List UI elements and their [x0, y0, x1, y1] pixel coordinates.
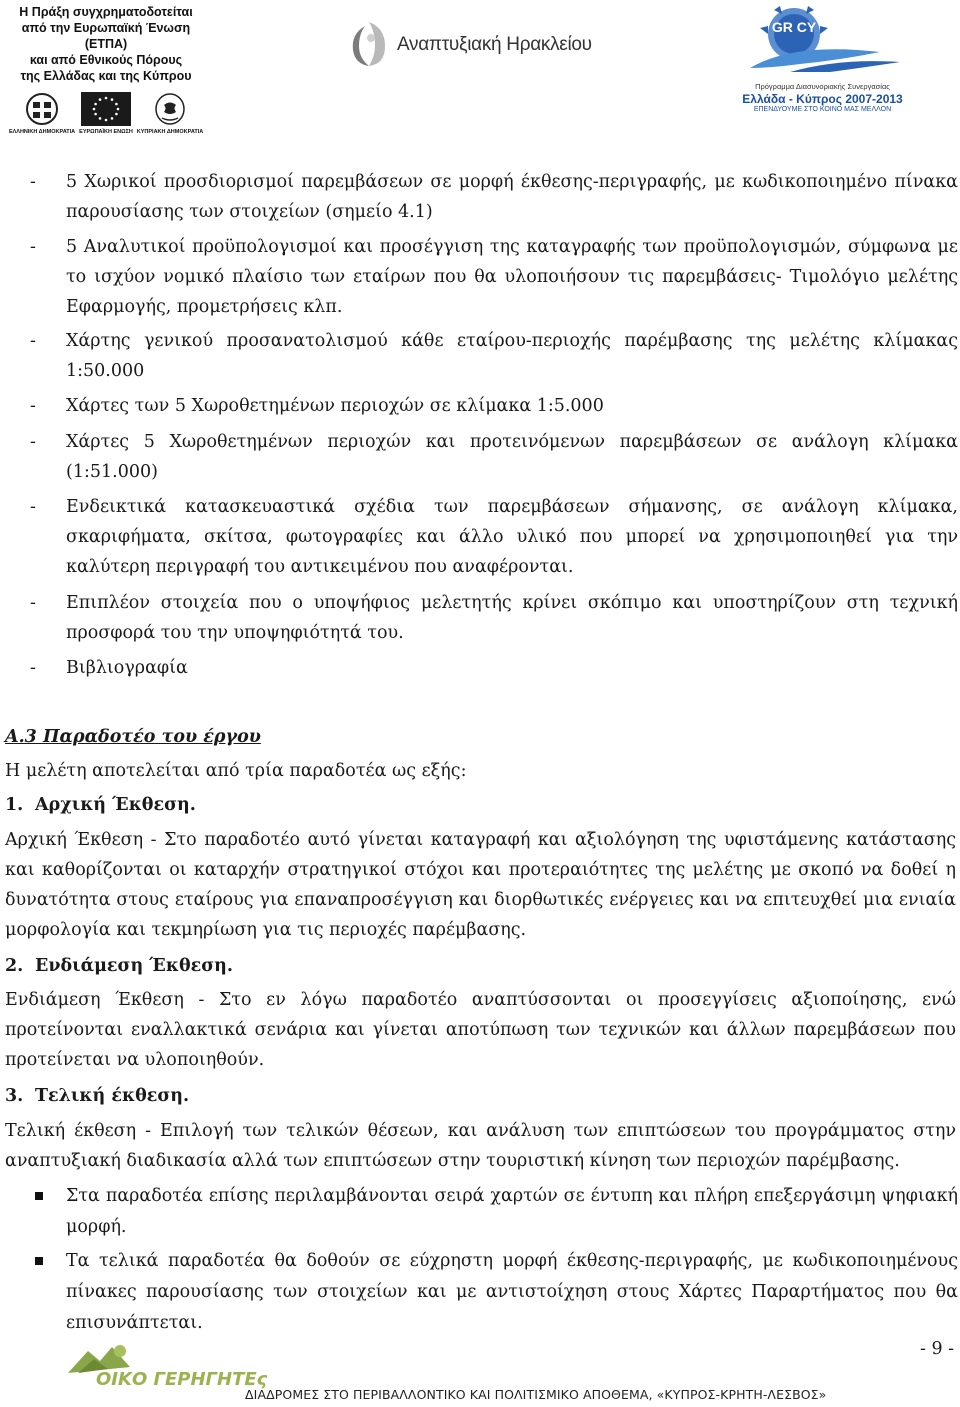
section-heading: Α.3 Παραδοτέο του έργου — [5, 727, 261, 747]
page-number: - 9 - — [920, 1339, 955, 1359]
oikoperigites-logo — [60, 1333, 268, 1393]
gr-cy-mark: GR CY — [771, 19, 817, 35]
deliverable-heading: 1. Αρχική Έκθεση. — [5, 795, 196, 815]
heraklion-development-name: Αναπτυξιακή Ηρακλείου — [397, 34, 592, 55]
bullet-item: Στα παραδοτέα επίσης περιλαμβάνονται σειρά χαρτών σε έντυπη και πλήρη επεξεργάσιμη ψηφιακή μορφή. — [30, 1181, 958, 1243]
greek-emblem-icon — [25, 92, 59, 126]
cyprus-emblem — [136, 92, 204, 135]
dash-item: - Επιπλέον στοιχεία που ο υποψήφιος μελετητής κρίνει σκόπιμο και υποστηρίζουν στη τεχνική προσφορά του την υποψηφιότητά του. — [30, 593, 958, 643]
page-header — [0, 0, 960, 135]
deliverable-heading: 2. Ενδιάμεση Έκθεση. — [5, 956, 233, 976]
eu-flag-icon — [81, 92, 131, 126]
programme-title: Ελλάδα - Κύπρος 2007-2013 — [742, 92, 903, 106]
programme-slogan: ΕΠΕΝΔΥΟΥΜΕ ΣΤΟ ΚΟΙΝΟ ΜΑΣ ΜΕΛΛΟΝ — [753, 106, 892, 113]
greek-emblem — [8, 92, 76, 135]
bullet-item: Τα τελικά παραδοτέα θα δοθούν σε εύχρηστη μορφή έκθεσης-περιγραφής, με κωδικοποιημένους πίνακες παρουσίασης των στοιχείων και με αντιστοίχηση στους Χάρτες Παραρτήματος που θα επισυνάπτεται. — [30, 1246, 958, 1339]
cyprus-emblem-icon — [153, 92, 187, 126]
dash-item: - Χάρτες των 5 Χωροθετημένων περιοχών σε κλίμακα 1:5.000 — [30, 396, 604, 416]
greek-caption: ΕΛΛΗΝΙΚΗ ΔΗΜΟΚΡΑΤΙΑ — [8, 129, 76, 135]
eu-caption: ΕΥΡΩΠΑΪΚΗ ΕΝΩΣΗ — [79, 129, 133, 135]
eu-cofunding-block — [6, 4, 206, 135]
heraklion-development-icon — [345, 18, 393, 70]
section-intro: Η μελέτη αποτελείται από τρία παραδοτέα ως εξής: — [5, 761, 467, 781]
bullet-square-icon — [35, 1192, 43, 1200]
greece-cyprus-programme-icon — [690, 2, 955, 82]
bullet-square-icon — [35, 1257, 43, 1265]
dash-item: - Ενδεικτικά κατασκευαστικά σχέδια των παρεμβάσεων σήμανσης, σε ανάλογη κλίμακα, σκαριφήματα, σκίτσα, φωτογραφίες και άλλο υλικό που μπορεί να χρησιμοποιηθεί για την καλύτερη περιγραφή του αντικειμένου που αναφέρονται. — [30, 497, 958, 577]
cyprus-caption: ΚΥΠΡΙΑΚΗ ΔΗΜΟΚΡΑΤΙΑ — [136, 129, 204, 135]
footer-project-title: ΔΙΑΔΡΟΜΕΣ ΣΤΟ ΠΕΡΙΒΑΛΛΟΝΤΙΚΟ ΚΑΙ ΠΟΛΙΤΙΣΜΙΚΟ ΑΠΟΘΕΜΑ, «ΚΥΠΡΟΣ-ΚΡΗΤΗ-ΛΕΣΒΟΣ» — [245, 1387, 827, 1402]
deliverable-description: Αρχική Έκθεση - Στο παραδοτέο αυτό γίνεται καταγραφή και αξιολόγηση της υφιστάμενης κατάστασης και καθορίζονται οι καταρχήν στρατηγικοί στόχοι και προτεραιότητες της μελέτης με σκοπό να δοθεί η δυνατότητα στους εταίρους για επαναπροσέγγιση και διορθωτικές ενέργειες και να επιτευχθεί μια ενιαία μορφολογία και τεκμηρίωση για τις περιοχές παρέμβασης. — [5, 830, 956, 940]
deliverable-description: Τελική έκθεση - Επιλογή των τελικών θέσεων, και ανάλυση των επιπτώσεων του προγράμματος στην αναπτυξιακή διαδικασία αλλά των επιπτώσεων στην τουριστική κίνηση των περιοχών παρέμβασης. — [5, 1121, 956, 1171]
heraklion-development-logo — [345, 18, 595, 78]
dash-item: - Χάρτες 5 Χωροθετημένων περιοχών και προτεινόμενων παρεμβάσεων σε ανάλογη κλίμακα (1:51.000) — [30, 432, 958, 482]
dash-item: - 5 Αναλυτικοί προϋπολογισμοί και προσέγγιση της καταγραφής των προϋπολογισμών, σύμφωνα με το ισχύον νομικό πλαίσιο των εταίρων που θα υλοποιήσουν τις παρεμβάσεις- Τιμολόγιο μελέτης Εφαρμογής, προμετρήσεις κλπ. — [30, 237, 958, 317]
flags-row — [6, 92, 206, 135]
eu-cofunding-text: Η Πράξη συγχρηματοδοτείται από την Ευρωπαϊκή Ένωση (ΕΤΠΑ) και από Εθνικούς Πόρους της Ελλάδας και της Κύπρου — [19, 5, 193, 83]
dash-item: - 5 Χωρικοί προσδιορισμοί παρεμβάσεων σε μορφή έκθεσης-περιγραφής, με κωδικοποιημένο πίνακα παρουσίασης των στοιχείων (σημείο 4.1) — [30, 172, 958, 222]
interreg-programme-logo — [690, 2, 955, 112]
dash-item: - Χάρτης γενικού προσανατολισμού κάθε εταίρου-περιοχής παρέμβασης της μελέτης κλίμακας 1:50.000 — [30, 331, 958, 381]
deliverable-description: Ενδιάμεση Έκθεση - Στο εν λόγω παραδοτέο αναπτύσσονται οι προσεγγίσεις αξιοποίησης, ενώ προτείνονται εναλλακτικά σενάρια και γίνεται αποτύπωση των τεχνικών και άλλων παρεμβάσεων που προτείνεται να υλοποιηθούν. — [5, 990, 956, 1070]
eu-flag — [78, 92, 134, 135]
oikoperigites-logo-icon — [60, 1333, 268, 1393]
dash-item: - Βιβλιογραφία — [30, 658, 188, 678]
programme-subtitle: Πρόγραμμα Διασυνοριακής Συνεργασίας — [755, 82, 890, 91]
logo-text: ΟΙΚΟ ΓΕΡΗΓΗΤΕς — [96, 1369, 268, 1390]
deliverable-heading: 3. Τελική έκθεση. — [5, 1086, 190, 1106]
